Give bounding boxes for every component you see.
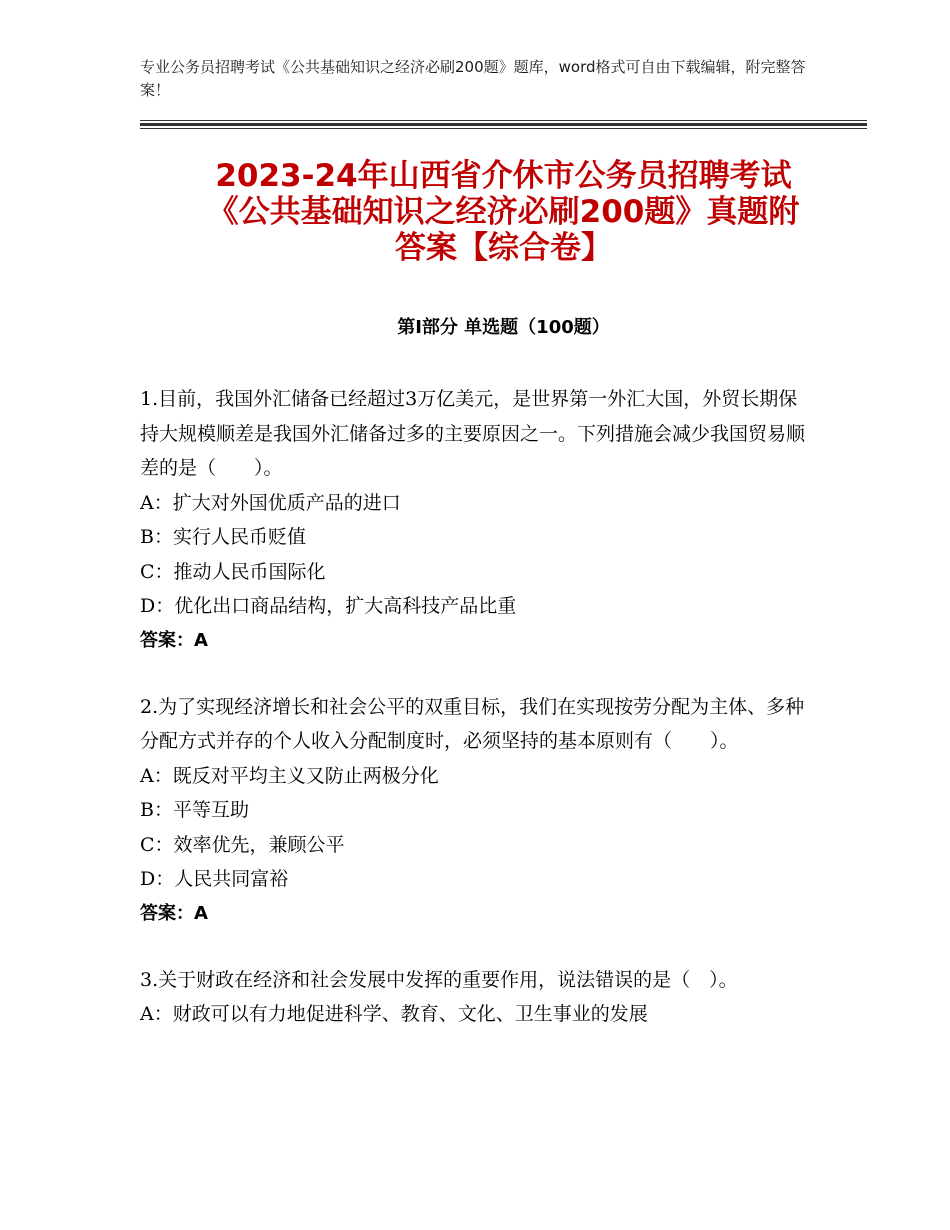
- option-a: A：扩大对外国优质产品的进口: [140, 491, 401, 514]
- question-list: [140, 382, 805, 1064]
- option-a: A：财政可以有力地促进科学、教育、文化、卫生事业的发展: [140, 1003, 648, 1025]
- answer-line: 答案：A: [140, 902, 208, 924]
- question-stem: 3.关于财政在经济和社会发展中发挥的重要作用，说法错误的是（ ）。: [140, 968, 738, 991]
- option-d: D：优化出口商品结构，扩大高科技产品比重: [140, 595, 517, 617]
- title-line-1: 2023-24年山西省介休市公务员招聘考试: [215, 158, 792, 194]
- question-3: [140, 963, 805, 1032]
- title-line-2: 《公共基础知识之经济必刷200题》真题附: [207, 194, 800, 230]
- option-b: B：实行人民币贬值: [140, 526, 306, 548]
- document-title: [140, 158, 867, 266]
- header-note: 专业公务员招聘考试《公共基础知识之经济必刷200题》题库，word格式可自由下载编辑，附完整答案！: [140, 58, 806, 99]
- title-line-3: 答案【综合卷】: [395, 230, 612, 266]
- option-a: A：既反对平均主义又防止两极分化: [140, 764, 439, 787]
- header-rule-top: [140, 120, 867, 121]
- answer-line: 答案：A: [140, 629, 208, 651]
- question-1: [140, 382, 805, 658]
- question-2: [140, 690, 805, 931]
- option-c: C：推动人民币国际化: [140, 560, 326, 583]
- header-rule-thick: [140, 123, 867, 126]
- section-heading: 第Ⅰ部分 单选题（100题）: [397, 317, 610, 338]
- question-stem: 2.为了实现经济增长和社会公平的双重目标，我们在实现按劳分配为主体、多种分配方式并存的个人收入分配制度时，必须坚持的基本原则有（ ）。: [140, 695, 805, 752]
- header-rule-bottom: [140, 128, 867, 129]
- option-b: B：平等互助: [140, 799, 249, 821]
- option-d: D：人民共同富裕: [140, 868, 289, 890]
- question-stem: 1.目前，我国外汇储备已经超过3万亿美元，是世界第一外汇大国，外贸长期保持大规模顺差是我国外汇储备过多的主要原因之一。下列措施会减少我国贸易顺差的是（ ）。: [140, 388, 806, 479]
- option-c: C：效率优先，兼顾公平: [140, 833, 345, 856]
